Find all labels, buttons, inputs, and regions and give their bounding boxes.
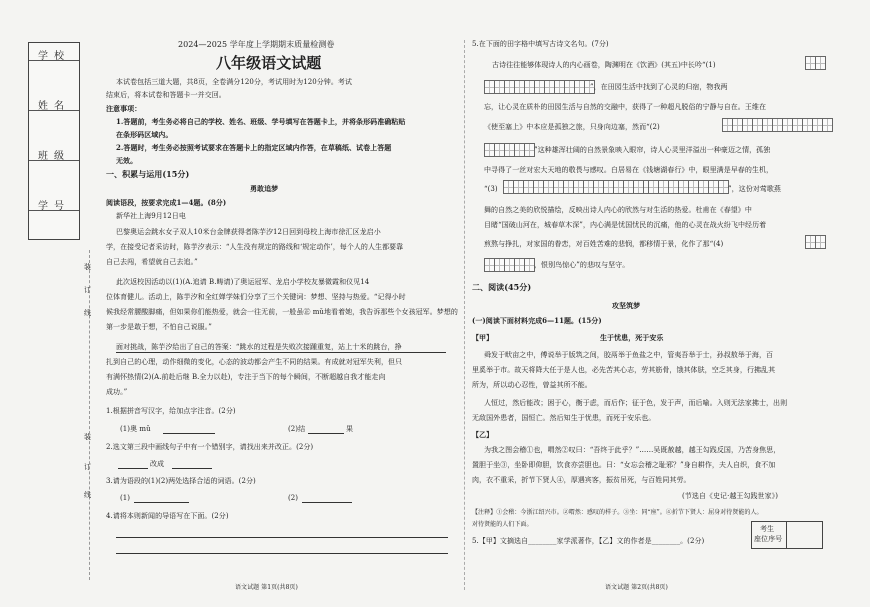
passage-line: 候我经常腰酸脚痛，但如果你们能热爱，就会一往无前，一般虽㊣ mǔ地看着她，我告诉那些个女孩冠军。梦想的 (106, 308, 458, 316)
section-heading: 二、阅读(45分) (472, 282, 532, 292)
passage-title: 攻坚筑梦 (612, 301, 641, 310)
note-item: 1.答题前，考生务必将自己的学校、姓名、班级、学号填写在答题卡上，并将条形码准确粘贴 (116, 117, 406, 126)
task-instruction: 阅读语段，按要求完成1—4题。(8分) (106, 198, 227, 207)
seat-divider (786, 522, 787, 548)
text-a-label: 【甲】 (472, 333, 494, 342)
note-item: 在条形码区域内。 (116, 130, 173, 139)
annotation-notes: 【注释】①会稽：今浙江绍兴市。②喟然：感叹的样子。③坐：同“座”。④折节下贤人：屈身对待贤能的人。 (472, 509, 763, 516)
passage-line: 成功。” (106, 388, 128, 396)
q1-part1: (1)奥 mǔ (120, 425, 151, 433)
binding-char: 装 (84, 433, 91, 441)
poem-passage-line: “(3) (484, 185, 498, 193)
poem-passage-line: 古诗往往能够体现诗人的内心画卷，陶渊明在《饮酒》(其五)中长吟“(1) (492, 61, 716, 69)
classical-text-line: 肉，衣不重采，折节下贤人④，厚遇宾客，振贫吊死，与百姓同其劳。 (472, 476, 691, 484)
note-item: 2.答题时，考生务必按照考试要求在答题卡上的指定区域内作答，在草稿纸、试卷上答题 (116, 143, 392, 152)
passage-line: 第一步是敢于想，不怕自己说服。” (106, 323, 212, 331)
q2-change-to: 改成 (150, 460, 165, 468)
school-label: 学校 (38, 51, 70, 62)
classical-text-line: 舜发于畎亩之中，傅说举于版筑之间，胶鬲举于鱼盐之中，管夷吾举于士，孙叔敖举于海，百 (484, 351, 774, 359)
binding-line (89, 250, 90, 580)
poem-passage-line: ”，在田园生活中找到了心灵的归宿，物我两 (590, 83, 728, 91)
passage-title: 勇敢追梦 (250, 184, 279, 193)
passage-line: 学，在接受记者采访时，陈芋汐表示：“人生没有规定的路线和‘规定动作’，每个人的人生都要靠 (106, 243, 404, 251)
binding-char: 线 (84, 491, 91, 499)
poem-passage-line: ，恨别鸟惊心”的悲叹与坚守。 (534, 261, 630, 269)
poem-passage-line: 中寻得了一丝对宏大天地的敬畏与感叹。白居易在《钱塘湖春行》中，眼里满是早春的生机， (484, 166, 774, 174)
page-footer: 语文试题 第1页(共8页) (235, 584, 298, 591)
passage-line: 位体育健儿。活动上，陈芋汐和全红婵学妹们分享了三个关键词：梦想、坚持与热爱。“记得小时 (106, 293, 406, 301)
classical-text-line: 无敌国外患者，国恒亡。然后知生于忧患，而死于安乐也。 (472, 414, 656, 422)
q3-part1: (1) (120, 494, 131, 502)
binding-char: 订 (84, 286, 91, 294)
task-instruction: (一)阅读下面材料完成6—11题。(15分) (472, 316, 602, 325)
answer-blank[interactable] (163, 433, 215, 434)
passage-line: 自己去闯，希望就自己去追。” (106, 258, 198, 266)
underline-mark (116, 352, 446, 353)
class-label: 班级 (38, 151, 70, 162)
tianzige-grid[interactable] (484, 80, 594, 94)
passage-line: 有满怀热情(2)(A.前赴后继 B.全力以赴)，专注于当下的每个瞬间，不断超越自我才能走向 (106, 373, 386, 381)
answer-blank[interactable] (172, 468, 212, 469)
poem-passage-line: 目睹“国破山河在，城春草木深”，内心满是忧国忧民的沉痛，他的心灵在战火纷飞中经历着 (484, 221, 767, 229)
tianzige-grid[interactable] (503, 180, 653, 194)
passage-line: 巴黎奥运会跳水女子双人10米台金牌获得者陈芋汐12日回到母校上海市徐汇区龙启小 (116, 228, 381, 236)
question-3: 3.请为语段的(1)(2)两处选择合适的词语。(2分) (106, 477, 256, 485)
news-dateline: 新华社上海9月12日电 (116, 212, 186, 220)
note-item: 无效。 (116, 156, 138, 165)
exam-title: 八年级语文试题 (216, 54, 322, 72)
question-4: 4.请将本则新闻的导语写在下面。(2分) (106, 512, 229, 520)
classical-text-line: 里奚举于市。故天将降大任于是人也，必先苦其心志，劳其筋骨，饿其体肤，空乏其身，行拂乱其 (472, 366, 776, 374)
poem-passage-line: 煎熬与挣扎，对家国的眷恋，对百姓苦难的悲悯，都移情于景，化作了那“(4) (484, 240, 724, 248)
classical-text-line: 人恒过，然后能改；困于心，衡于虑，而后作；征于色，发于声，而后喻。入则无法家拂士，出则 (484, 399, 788, 407)
seat-label: 考生 (760, 525, 775, 533)
seat-label: 座位序号 (754, 535, 783, 543)
notes-heading: 注意事项： (106, 104, 142, 113)
tianzige-grid[interactable] (722, 118, 832, 132)
tianzige-grid[interactable] (484, 258, 534, 272)
classical-text-line: 为我之图会稽①也，喟然②叹曰：“吾终于此乎？”……吴既赦越，越王勾践反国，乃苦身焦思， (484, 446, 781, 454)
answer-blank[interactable] (302, 502, 352, 503)
tianzige-grid[interactable] (484, 143, 534, 157)
answer-blank[interactable] (118, 468, 148, 469)
intro-line: 结束后，将本试卷和答题卡一并交回。 (106, 91, 226, 99)
section-heading: 一、积累与运用(15分) (106, 169, 190, 179)
answer-blank[interactable] (308, 433, 344, 434)
q3-part2: (2) (288, 494, 299, 502)
q1-part2: (2)结 (288, 425, 306, 433)
poem-passage-line: ”这种雄浑壮阔的自然景象映入眼帘，诗人心灵里洋溢出一种豪迈之情，孤独 (534, 146, 771, 154)
text-b-label: 【乙】 (472, 430, 494, 439)
binding-char: 装 (84, 263, 91, 271)
binding-char: 线 (84, 309, 91, 317)
student-id-label: 学号 (38, 201, 70, 212)
passage-line: 面对挑战，陈芋汐给出了自己的答案：“跳水的过程是失败次接踵重复，站上十米的跳台，挣 (116, 343, 402, 351)
page-footer: 语文试题 第2页(共8页) (605, 584, 668, 591)
poem-passage-line: ”，这份对莺歌燕 (728, 185, 781, 193)
student-id-field[interactable] (29, 210, 79, 239)
seat-number-box (751, 521, 823, 549)
answer-line[interactable] (116, 537, 448, 538)
tianzige-grid[interactable] (805, 56, 825, 70)
answer-blank[interactable] (134, 502, 189, 503)
poem-passage-line: 《使至塞上》中本应是孤独之旅，只身向边塞，然而“(2) (484, 123, 660, 131)
student-info-box (28, 42, 80, 240)
binding-char: 订 (84, 463, 91, 471)
answer-line[interactable] (116, 553, 448, 554)
name-label: 姓名 (38, 101, 70, 112)
name-field[interactable] (29, 110, 79, 143)
question-2: 2.选文第三段中画线句子中有一个错别字，请找出来并改正。(2分) (106, 443, 314, 451)
question-5b: 5.【甲】文摘选自________家学派著作，【乙】文的作者是________。(2分) (472, 537, 705, 545)
tianzige-grid[interactable] (648, 180, 728, 194)
exam-year-title: 2024—2025 学年度上学期期末质量检测卷 (178, 40, 335, 49)
classical-text-line: 置胆于坐③，坐卧即仰胆，饮食亦尝胆也。曰：“女忘会稽之耻邪？”身自耕作，夫人自织，食不加 (472, 461, 776, 469)
question-1: 1.根据拼音写汉字，给加点字注音。(2分) (106, 407, 236, 415)
school-field[interactable] (29, 60, 79, 93)
intro-line: 本试卷包括三道大题，共8页，全卷满分120分，考试用时为120分钟。考试 (116, 78, 352, 86)
q1-part2-tail: 果 (346, 425, 354, 433)
source-citation: (节选自《史记·越王勾践世家》) (682, 492, 778, 500)
page-divider (464, 40, 465, 590)
tianzige-grid[interactable] (805, 235, 825, 249)
passage-line: 此次返校因活动以(1)(A.追请 B.畴请)了奥运冠军、龙启小学校友暴微霞和仪见14 (116, 278, 370, 286)
poem-passage-line: 忘，让心灵在质朴的田园生活与自然的交融中，获得了一种超凡脱俗的宁静与自在。王维在 (484, 103, 766, 111)
question-5: 5.在下面的田字格中填写古诗文名句。(7分) (472, 40, 609, 48)
text-a-title: 生于忧患，死于安乐 (600, 333, 664, 342)
annotation-notes: 对待贤能的人们下面。 (472, 521, 533, 528)
poem-passage-line: 舞的自然之美的欣悦描绘，反映出诗人内心的欣然与对生活的热爱。杜甫在《春望》中 (484, 206, 752, 214)
passage-line: 扎到自己的心理，动作细微的变化，心态的波动都会产生不同的结果。有成就对冠军失利，但只 (106, 358, 403, 366)
class-field[interactable] (29, 160, 79, 193)
classical-text-line: 所为，所以动心忍性，曾益其所不能。 (472, 381, 592, 389)
